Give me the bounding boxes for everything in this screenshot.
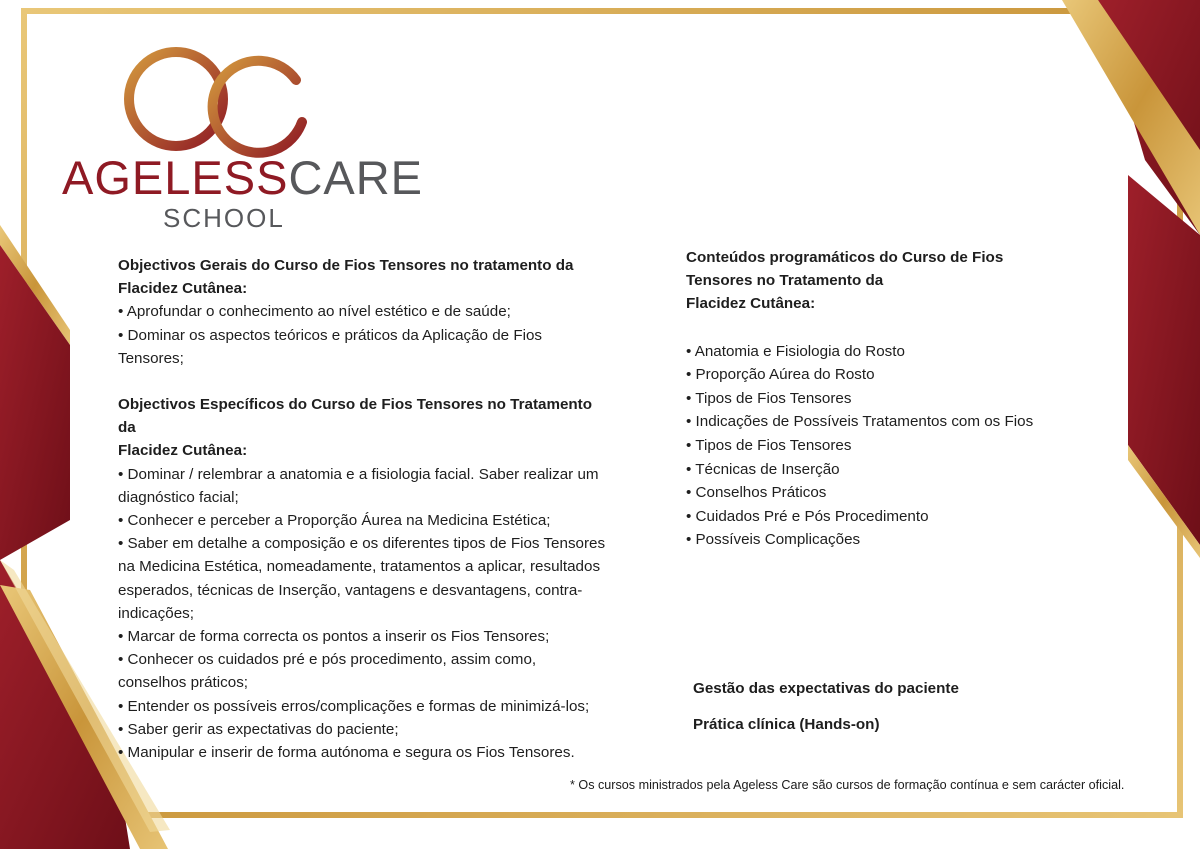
extra-topic-expectations: Gestão das expectativas do paciente xyxy=(693,680,959,697)
list-item: • Marcar de forma correcta os pontos a inserir os Fios Tensores; xyxy=(118,628,550,646)
list-item: • Aprofundar o conhecimento ao nível estético e de saúde; xyxy=(118,303,511,321)
general-heading-line2: Flacidez Cutânea: xyxy=(118,280,248,298)
list-item: • Saber gerir as expectativas do paciente; xyxy=(118,720,399,738)
list-item: • Possíveis Complicações xyxy=(686,531,861,549)
list-item: • Saber em detalhe a composição e os diferentes tipos de Fios Tensores na Medicina Estética, nomeadamente, tratamentos a aplicar, resultados esperados, técnicas de Inserção, vantagens e desvantagens, contra-indicações; xyxy=(118,535,606,622)
list-item: • Técnicas de Inserção xyxy=(686,460,840,478)
list-item: • Conselhos Práticos xyxy=(686,484,827,502)
contents-heading-line3: Flacidez Cutânea: xyxy=(686,295,816,313)
logo-name-part1: AGELESS xyxy=(62,151,289,204)
list-item: • Proporção Aúrea do Rosto xyxy=(686,366,875,384)
list-item: • Entender os possíveis erros/complicações e formas de minimizá-los; xyxy=(118,697,590,715)
logo-name-part2: CARE xyxy=(288,151,424,204)
contents-heading-line1: Conteúdos programáticos do Curso de Fios xyxy=(686,249,1004,266)
list-item: • Conhecer os cuidados pré e pós procedimento, assim como, conselhos práticos; xyxy=(118,651,537,692)
list-item: • Tipos de Fios Tensores xyxy=(686,436,852,454)
list-item: • Tipos de Fios Tensores xyxy=(686,389,852,407)
contents-heading-line2: Tensores no Tratamento da xyxy=(686,272,884,290)
logo-wordmark xyxy=(62,150,423,205)
list-item: • Cuidados Pré e Pós Procedimento xyxy=(686,507,929,525)
list-item: • Dominar / relembrar a anatomia e a fisiologia facial. Saber realizar um diagnóstico facial; xyxy=(118,465,599,506)
general-heading-line1: Objectivos Gerais do Curso de Fios Tensores no tratamento da xyxy=(118,257,574,274)
extra-topic-hands-on: Prática clínica (Hands-on) xyxy=(693,716,880,733)
specific-heading-line1: Objectivos Específicos do Curso de Fios Tensores no Tratamento da xyxy=(118,396,593,437)
list-item: • Indicações de Possíveis Tratamentos com os Fios xyxy=(686,413,1034,431)
objectives-column xyxy=(118,254,608,764)
specific-heading-line2: Flacidez Cutânea: xyxy=(118,442,248,460)
list-item: • Anatomia e Fisiologia do Rosto xyxy=(686,342,905,360)
list-item: • Dominar os aspectos teóricos e práticos da Aplicação de Fios Tensores; xyxy=(118,326,543,367)
footnote: * Os cursos ministrados pela Ageless Care são cursos de formação contínua e sem carácter oficial. xyxy=(570,778,1125,792)
contents-column xyxy=(686,246,1106,552)
logo-infinity-icon xyxy=(129,52,302,153)
right-red-band xyxy=(1128,175,1200,545)
logo-subtitle: SCHOOL xyxy=(163,203,285,233)
list-item: • Manipular e inserir de forma autónoma e segura os Fios Tensores. xyxy=(118,744,575,762)
list-item: • Conhecer e perceber a Proporção Áurea na Medicina Estética; xyxy=(118,512,551,530)
